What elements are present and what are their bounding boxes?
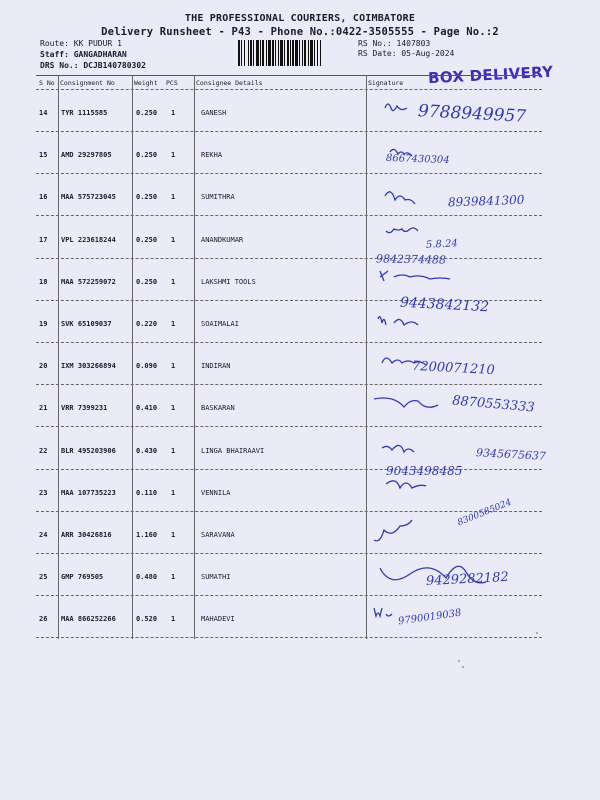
cell-consignment: BLR 495203906: [61, 446, 116, 455]
staff-label: Staff: GANGADHARAN: [40, 50, 127, 59]
runsheet-title: Delivery Runsheet - P43 - Phone No.:0422-3505555 - Page No.:2: [101, 26, 499, 38]
cell-pcs: 1: [171, 235, 176, 244]
cell-pcs: 1: [171, 573, 176, 582]
cell-weight: 0.220: [136, 320, 158, 328]
cell-pcs: 1: [171, 446, 176, 455]
handwritten-phone: 5.8.24: [425, 237, 459, 251]
cell-pcs: 1: [171, 277, 176, 286]
col-header-weight: Weight: [134, 79, 158, 87]
cell-consignment: GMP 769505: [61, 573, 104, 582]
cell-weight: 0.250: [136, 109, 158, 117]
col-header-signature: Signature: [368, 79, 404, 87]
table-row: [0, 132, 600, 174]
signature-cell: [366, 294, 566, 345]
signature-cell: [366, 385, 566, 429]
cell-consignment: MAA 572259072: [61, 277, 116, 286]
signature-cell: [366, 554, 566, 598]
table-row: [0, 174, 600, 216]
cell-consignment: SVK 65109037: [61, 320, 112, 328]
handwritten-phone: 8870553333: [451, 393, 536, 416]
cell-pcs: 1: [171, 404, 176, 413]
cell-sno: 26: [39, 615, 48, 624]
handwritten-phone: 7200071210: [411, 359, 496, 379]
cell-sno: 15: [39, 151, 48, 160]
handwritten-phone: 9788949957: [417, 101, 527, 127]
cell-consignment: ARR 30426816: [61, 531, 112, 539]
signature-cell: [366, 132, 566, 176]
handwritten-phone: 9043498485: [386, 463, 463, 478]
rs-date-label: RS Date: 05-Aug-2024: [358, 49, 455, 58]
cell-weight: 0.250: [136, 277, 158, 286]
table-row: [0, 497, 600, 554]
cell-pcs: 1: [171, 615, 176, 624]
handwritten-signature: [366, 385, 446, 425]
cell-consignment: AMD 29297805: [61, 151, 112, 160]
cell-consignee: INDIRAN: [201, 362, 231, 371]
signature-cell: [366, 497, 566, 556]
cell-weight: 0.480: [136, 573, 158, 582]
cell-sno: 22: [39, 446, 48, 455]
cell-consignment: IXM 303266894: [61, 362, 116, 371]
table-row: [0, 428, 600, 470]
cell-consignment: TYR 1115585: [61, 109, 108, 117]
cell-pcs: 1: [171, 109, 176, 117]
route-label: Route: KK PUDUR 1: [40, 39, 122, 48]
cell-consignment: MAA 575723045: [61, 193, 116, 202]
handwritten-signature: [366, 428, 446, 468]
cell-sno: 14: [39, 109, 48, 117]
cell-sno: 19: [39, 320, 48, 328]
cell-pcs: 1: [171, 488, 176, 497]
table-row: [0, 217, 600, 259]
cell-pcs: 1: [171, 531, 176, 539]
cell-consignee: ANANDKUMAR: [201, 235, 244, 244]
cell-consignee: SOAIMALAI: [201, 320, 239, 328]
cell-consignee: SUMATHI: [201, 573, 231, 582]
company-name: THE PROFESSIONAL COURIERS, COIMBATORE: [184, 13, 416, 24]
cell-pcs: 1: [171, 362, 176, 371]
signature-cell: [366, 463, 566, 514]
handwritten-phone: 9429282182: [425, 570, 510, 590]
handwritten-phone: 9790019038: [397, 608, 463, 628]
handwritten-phone: 9842374488: [375, 252, 447, 267]
cell-weight: 0.110: [136, 488, 158, 497]
barcode-image: [237, 40, 355, 66]
cell-consignee: REKHA: [201, 151, 223, 160]
handwritten-phone: 8667430304: [385, 153, 450, 167]
cell-consignee: VENNILA: [201, 488, 231, 497]
handwritten-signature: [366, 512, 446, 552]
cell-sno: 17: [39, 235, 48, 244]
cell-sno: 21: [39, 404, 48, 413]
col-header-pcs: PCS: [166, 79, 178, 87]
cell-consignee: SUMITHRA: [201, 193, 235, 202]
cell-sno: 24: [39, 531, 48, 539]
cell-weight: 0.430: [136, 446, 158, 455]
table-row: [0, 294, 600, 343]
cell-consignment: MAA 866252266: [61, 615, 116, 624]
box-delivery-stamp: BOX DELIVERY: [427, 62, 554, 88]
handwritten-phone: 8939841300: [447, 193, 525, 210]
cell-consignee: LINGA BHAIRAAVI: [201, 446, 265, 455]
cell-consignment: VPL 223618244: [61, 235, 116, 244]
cell-weight: 0.250: [136, 235, 158, 244]
rs-no-label: RS No.: 1407803: [358, 39, 431, 48]
signature-cell: [366, 343, 566, 387]
handwritten-signature: [366, 217, 446, 257]
cell-sno: 16: [39, 193, 48, 202]
cell-consignee: GANESH: [201, 109, 227, 117]
table-row: [0, 252, 600, 301]
signature-cell: [366, 252, 566, 303]
cell-consignee: MAHADEVI: [201, 615, 235, 624]
signature-cell: [366, 90, 566, 134]
handwritten-phone: 8300585024: [456, 497, 514, 529]
handwritten-signature: [366, 174, 446, 214]
cell-sno: 20: [39, 362, 48, 371]
table-row: [0, 385, 600, 427]
cell-pcs: 1: [171, 193, 176, 202]
col-header-consignee: Consignee Details: [196, 79, 263, 87]
cell-weight: 0.090: [136, 362, 158, 371]
cell-sno: 25: [39, 573, 48, 582]
cell-weight: 0.410: [136, 404, 158, 413]
cell-weight: 0.250: [136, 151, 158, 160]
cell-pcs: 1: [171, 151, 176, 160]
cell-weight: 0.520: [136, 615, 158, 624]
col-header-sno: S No: [39, 79, 55, 87]
cell-consignee: SARAVANA: [201, 531, 235, 539]
page-speck: [462, 666, 464, 668]
cell-sno: 23: [39, 488, 48, 497]
cell-consignee: BASKARAN: [201, 404, 235, 413]
cell-weight: 0.250: [136, 193, 158, 202]
table-row: [0, 90, 600, 132]
drs-label: DRS No.: DCJB140780302: [40, 61, 146, 70]
signature-cell: [366, 174, 566, 218]
cell-consignee: LAKSHMI TOOLS: [201, 277, 256, 286]
cell-consignment: MAA 107735223: [61, 488, 116, 497]
page-speck: [458, 660, 460, 662]
cell-consignment: VRR 7399231: [61, 404, 108, 413]
cell-pcs: 1: [171, 320, 176, 328]
table-row: [0, 343, 600, 385]
handwritten-phone: 9443842132: [399, 294, 490, 316]
table-row: [0, 554, 600, 596]
handwritten-signature: [366, 132, 446, 172]
handwritten-phone: 9345675637: [475, 445, 547, 463]
cell-weight: 1.160: [136, 531, 158, 539]
cell-sno: 18: [39, 277, 48, 286]
table-row: [0, 596, 600, 638]
col-header-consignment: Consignment No: [60, 79, 115, 87]
page-speck: [536, 632, 538, 634]
